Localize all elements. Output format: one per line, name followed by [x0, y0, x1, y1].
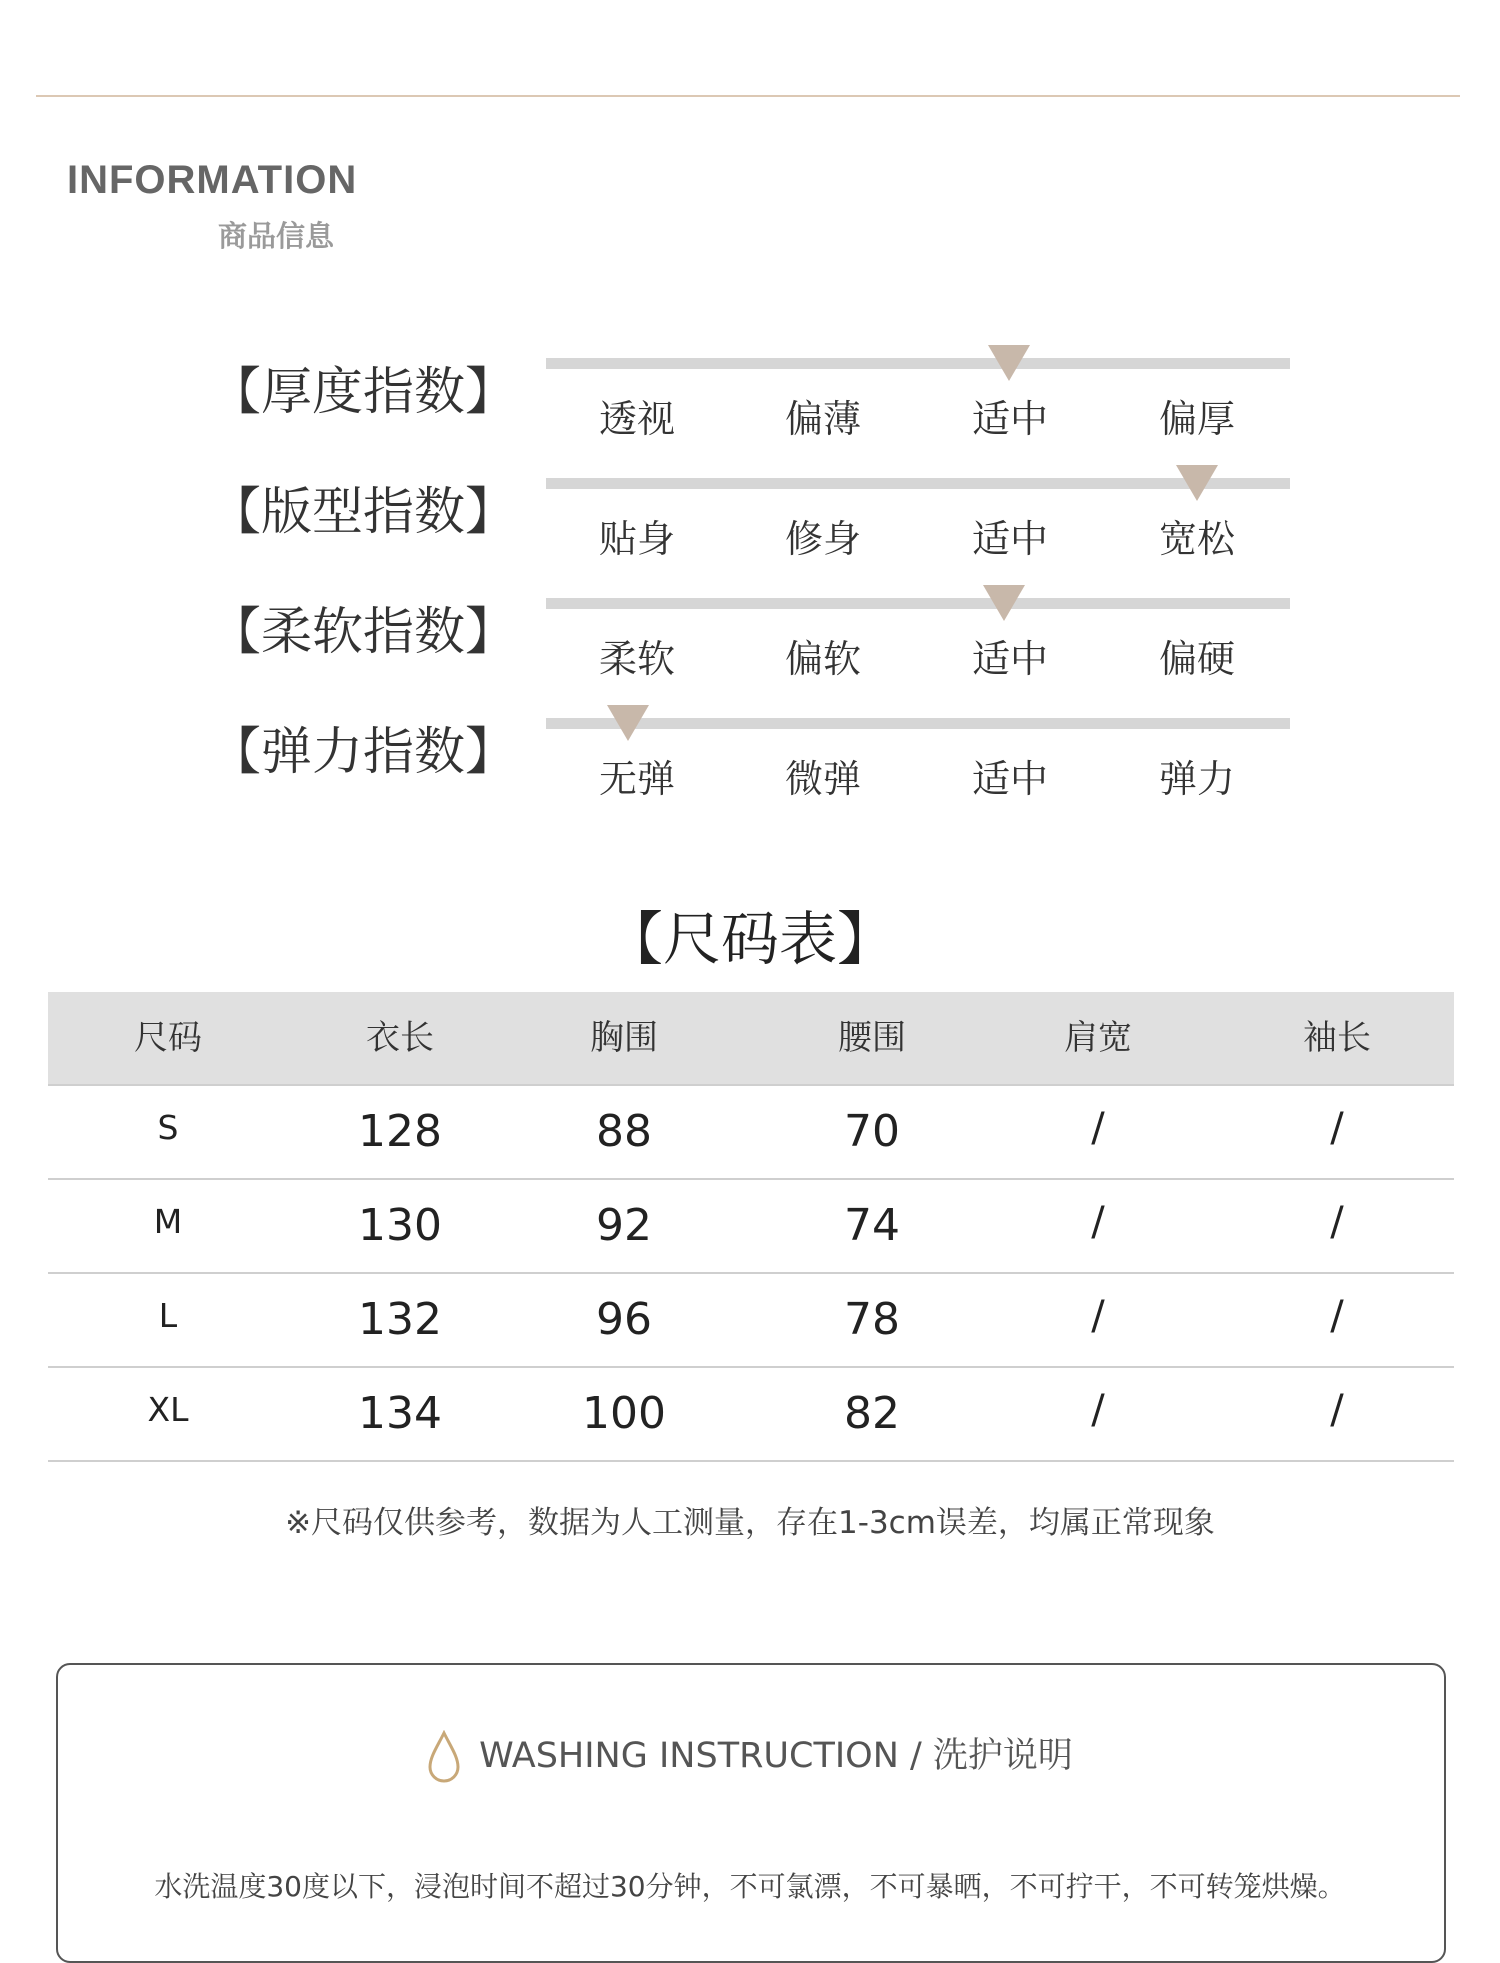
table-header-cell: 衣长 — [366, 1018, 434, 1058]
index-row — [0, 470, 1500, 590]
water-drop-icon — [427, 1730, 461, 1784]
index-label: 【弹力指数】 — [210, 723, 517, 782]
table-cell: 78 — [844, 1294, 900, 1345]
table-row — [48, 1086, 1454, 1180]
info-title: INFORMATION — [67, 158, 358, 202]
table-row — [48, 1180, 1454, 1274]
table-cell: 74 — [844, 1200, 900, 1251]
table-header-cell: 袖长 — [1303, 1018, 1371, 1058]
table-header-cell: 胸围 — [590, 1018, 658, 1058]
index-label: 【厚度指数】 — [210, 363, 517, 422]
table-cell: 70 — [844, 1106, 900, 1157]
index-marker-icon — [607, 705, 649, 741]
index-option: 偏厚 — [1158, 397, 1235, 441]
table-cell: / — [1091, 1105, 1105, 1151]
index-row — [0, 350, 1500, 470]
index-track — [546, 478, 1290, 489]
size-table-header — [48, 992, 1454, 1086]
table-cell: / — [1330, 1293, 1344, 1339]
table-cell: / — [1091, 1293, 1105, 1339]
index-option: 适中 — [971, 637, 1048, 681]
size-note: ※尺码仅供参考，数据为人工测量，存在1-3cm误差，均属正常现象 — [285, 1505, 1215, 1541]
washing-box — [56, 1663, 1446, 1963]
table-cell: 96 — [596, 1294, 652, 1345]
table-cell: 100 — [582, 1388, 666, 1439]
table-cell: 92 — [596, 1200, 652, 1251]
table-cell: L — [158, 1296, 178, 1335]
table-header-cell: 尺码 — [134, 1018, 202, 1058]
index-option: 弹力 — [1158, 757, 1235, 801]
table-cell: / — [1330, 1387, 1344, 1433]
table-cell: M — [153, 1202, 183, 1241]
table-header-cell: 肩宽 — [1064, 1018, 1132, 1058]
washing-heading — [0, 1728, 1500, 1784]
size-table — [48, 992, 1454, 1462]
index-marker-icon — [1176, 465, 1218, 501]
index-row — [0, 590, 1500, 710]
size-table-title: 【尺码表】 — [604, 905, 895, 973]
index-option: 偏软 — [784, 637, 861, 681]
table-cell: 128 — [358, 1106, 442, 1157]
index-option: 贴身 — [598, 517, 675, 561]
table-cell: 130 — [358, 1200, 442, 1251]
washing-text: 水洗温度30度以下，浸泡时间不超过30分钟，不可氯漂，不可暴晒，不可拧干，不可转笼烘燥。 — [154, 1870, 1346, 1903]
index-track — [546, 358, 1290, 369]
table-cell: 88 — [596, 1106, 652, 1157]
table-cell: / — [1091, 1387, 1105, 1433]
index-option: 柔软 — [598, 637, 675, 681]
table-header-cell: 腰围 — [838, 1018, 906, 1058]
index-option: 偏硬 — [1158, 637, 1235, 681]
info-subtitle: 商品信息 — [218, 219, 335, 253]
index-track — [546, 718, 1290, 729]
table-cell: XL — [147, 1390, 189, 1429]
index-option: 修身 — [784, 517, 861, 561]
index-option: 透视 — [598, 397, 675, 441]
index-track — [546, 598, 1290, 609]
index-option: 宽松 — [1158, 517, 1235, 561]
index-option: 偏薄 — [784, 397, 861, 441]
index-option: 适中 — [971, 517, 1048, 561]
table-cell: / — [1091, 1199, 1105, 1245]
table-cell: S — [157, 1108, 179, 1147]
index-option: 无弹 — [598, 757, 675, 801]
index-marker-icon — [988, 345, 1030, 381]
index-option: 微弹 — [784, 757, 861, 801]
table-cell: / — [1330, 1199, 1344, 1245]
index-marker-icon — [983, 585, 1025, 621]
table-cell: 134 — [358, 1388, 442, 1439]
table-cell: 132 — [358, 1294, 442, 1345]
top-divider — [36, 95, 1460, 97]
size-table-body — [48, 1086, 1454, 1462]
index-label: 【版型指数】 — [210, 483, 517, 542]
index-row — [0, 710, 1500, 830]
table-row — [48, 1368, 1454, 1462]
index-label: 【柔软指数】 — [210, 603, 517, 662]
index-option: 适中 — [971, 757, 1048, 801]
table-cell: 82 — [844, 1388, 900, 1439]
washing-title: WASHING INSTRUCTION / 洗护说明 — [479, 1736, 1073, 1776]
table-row — [48, 1274, 1454, 1368]
index-option: 适中 — [971, 397, 1048, 441]
table-cell: / — [1330, 1105, 1344, 1151]
